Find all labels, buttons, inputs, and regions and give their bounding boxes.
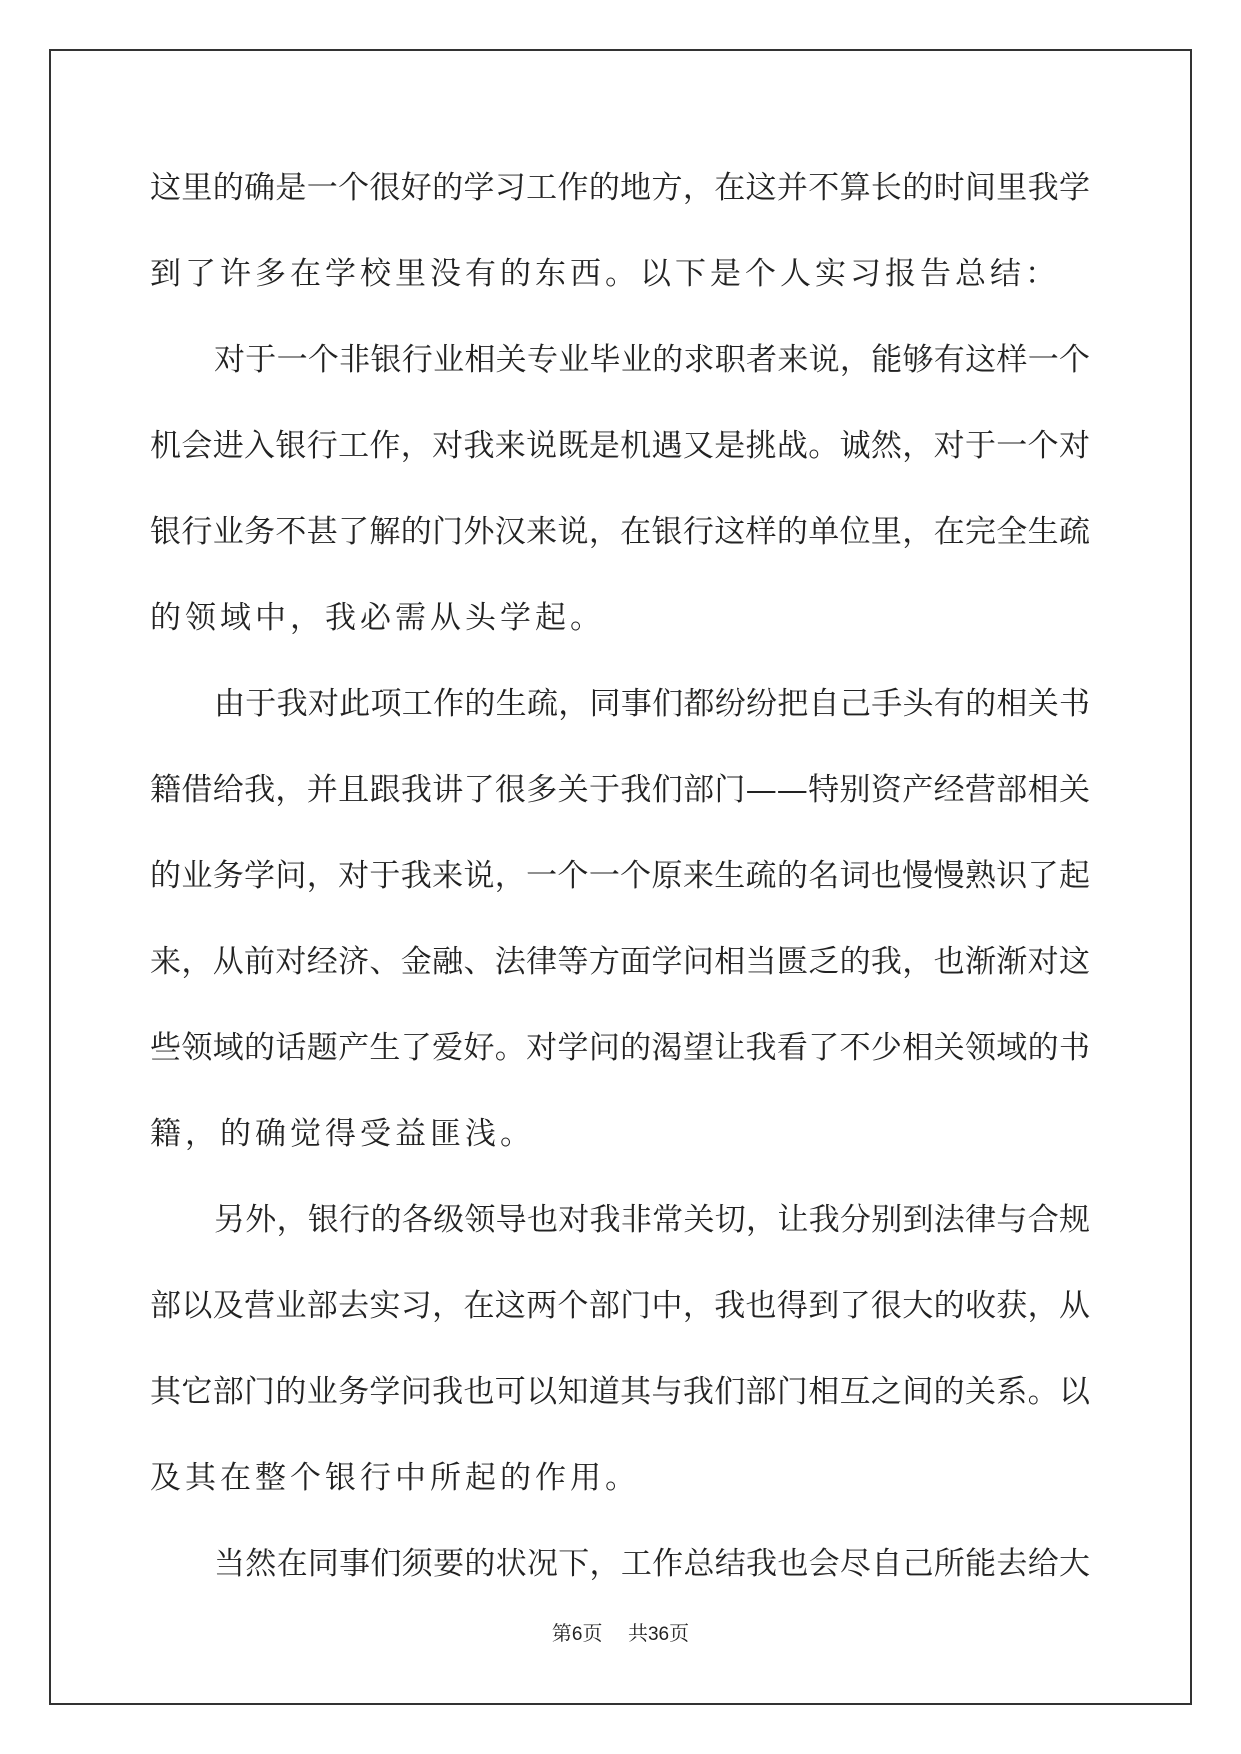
text-line: 银行业务不甚了解的门外汉来说，在银行这样的单位里，在完全生疏 xyxy=(150,514,1090,550)
page-footer xyxy=(0,1617,1241,1646)
text-line: 的领域中，我必需从头学起。 xyxy=(150,600,605,636)
text-line: 些领域的话题产生了爱好。对学问的渴望让我看了不少相关领域的书 xyxy=(150,1030,1090,1066)
paragraph-start-line: 对于一个非银行业相关专业毕业的求职者来说，能够有这样一个 xyxy=(214,342,1090,378)
paragraph-start-line: 由于我对此项工作的生疏，同事们都纷纷把自己手头有的相关书 xyxy=(214,686,1090,722)
page-prefix: 第 xyxy=(551,1621,572,1645)
text-line: 其它部门的业务学问我也可以知道其与我们部门相互之间的关系。以 xyxy=(150,1374,1090,1410)
text-line: 的业务学问，对于我来说，一个一个原来生疏的名词也慢慢熟识了起 xyxy=(150,858,1090,894)
paragraph-start-line: 当然在同事们须要的状况下，工作总结我也会尽自己所能去给大 xyxy=(214,1546,1090,1582)
text-line: 籍借给我，并且跟我讲了很多关于我们部门——特别资产经营部相关 xyxy=(150,772,1090,808)
text-line: 机会进入银行工作，对我来说既是机遇又是挑战。诚然，对于一个对 xyxy=(150,428,1090,464)
page-number: 6 xyxy=(571,1624,583,1645)
text-line: 到了许多在学校里没有的东西。以下是个人实习报告总结： xyxy=(150,256,1060,292)
paragraph-start-line: 另外，银行的各级领导也对我非常关切，让我分别到法律与合规 xyxy=(214,1202,1090,1238)
total-suffix: 页 xyxy=(669,1621,690,1645)
total-pages: 36 xyxy=(647,1624,670,1645)
document-body xyxy=(150,145,1090,1607)
text-line: 部以及营业部去实习，在这两个部门中，我也得到了很大的收获，从 xyxy=(150,1288,1090,1324)
total-prefix: 共 xyxy=(627,1621,648,1645)
page-suffix: 页 xyxy=(582,1621,603,1645)
text-line: 这里的确是一个很好的学习工作的地方，在这并不算长的时间里我学 xyxy=(150,170,1090,206)
text-line: 籍，的确觉得受益匪浅。 xyxy=(150,1116,535,1152)
text-line: 及其在整个银行中所起的作用。 xyxy=(150,1460,640,1496)
text-line: 来，从前对经济、金融、法律等方面学问相当匮乏的我，也渐渐对这 xyxy=(150,944,1090,980)
